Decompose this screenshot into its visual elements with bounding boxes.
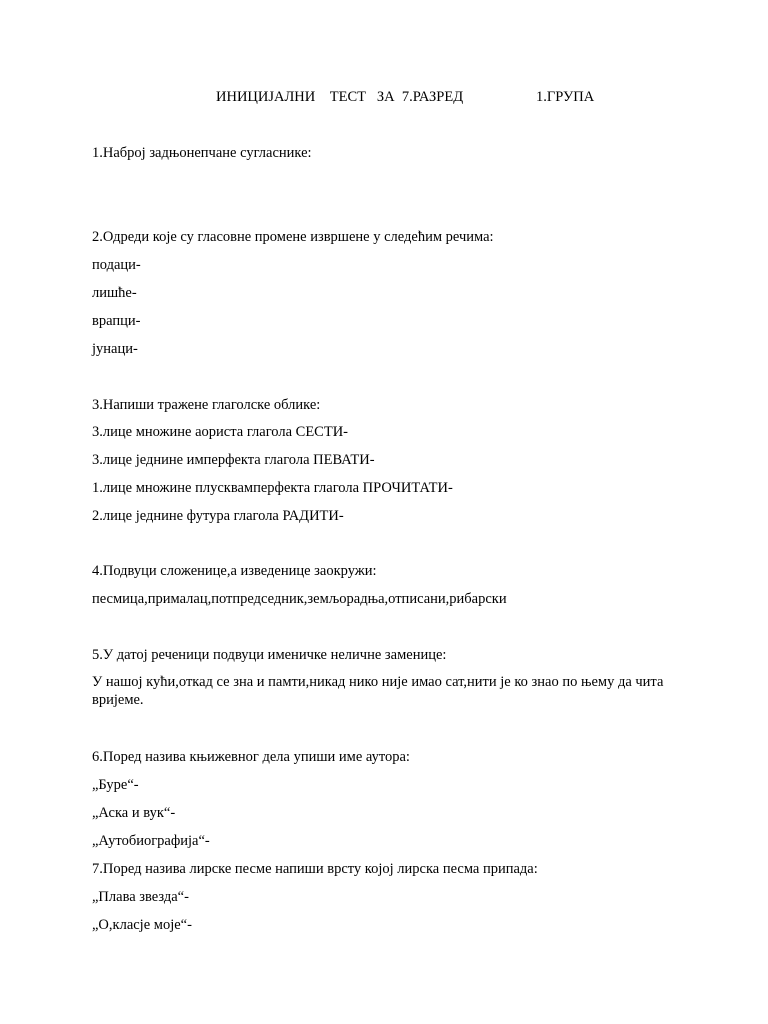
q2-item: јунаци- <box>92 341 138 357</box>
question-1: 1.Наброј задњонепчане сугласнике: <box>92 145 312 161</box>
q4-words: песмица,прималац,потпредседник,земљорадња,отписани,рибарски <box>92 591 507 607</box>
question-6: 6.Поред назива књижевног дела упиши име аутора: <box>92 749 410 765</box>
q6-item: „Буре“- <box>92 777 139 793</box>
q2-item: подаци- <box>92 257 141 273</box>
question-5: 5.У датој реченици подвуци именичке неличне заменице: <box>92 647 447 663</box>
q2-item: лишће- <box>92 285 137 301</box>
question-3: 3.Напиши тражене глаголске облике: <box>92 397 321 413</box>
question-7: 7.Поред назива лирске песме напиши врсту којој лирска песма припада: <box>92 861 538 877</box>
q7-item: „О,класје моје“- <box>92 917 192 933</box>
q3-item: 1.лице множине плусквамперфекта глагола ПРОЧИТАТИ- <box>92 480 453 496</box>
q3-item: 3.лице множине аориста глагола СЕСТИ- <box>92 424 349 440</box>
q6-item: „Аска и вук“- <box>92 805 176 821</box>
q5-sentence: У нашој кући,откад се зна и памти,никад нико није имао сат,нити је ко знао по њему да чита вријеме. <box>92 674 664 708</box>
q3-item: 3.лице једнине имперфекта глагола ПЕВАТИ- <box>92 452 375 468</box>
question-2: 2.Одреди које су гласовне промене извршене у следећим речима: <box>92 229 494 245</box>
question-4: 4.Подвуци сложенице,а изведенице заокружи: <box>92 563 377 579</box>
q7-item: „Плава звезда“- <box>92 889 189 905</box>
q2-item: врапци- <box>92 313 141 329</box>
group-label: 1.ГРУПА <box>536 89 595 105</box>
q3-item: 2.лице једнине футура глагола РАДИТИ- <box>92 508 344 524</box>
q6-item: „Аутобиографија“- <box>92 833 210 849</box>
test-title: ИНИЦИЈАЛНИ ТЕСТ ЗА 7.РАЗРЕД <box>216 89 464 105</box>
